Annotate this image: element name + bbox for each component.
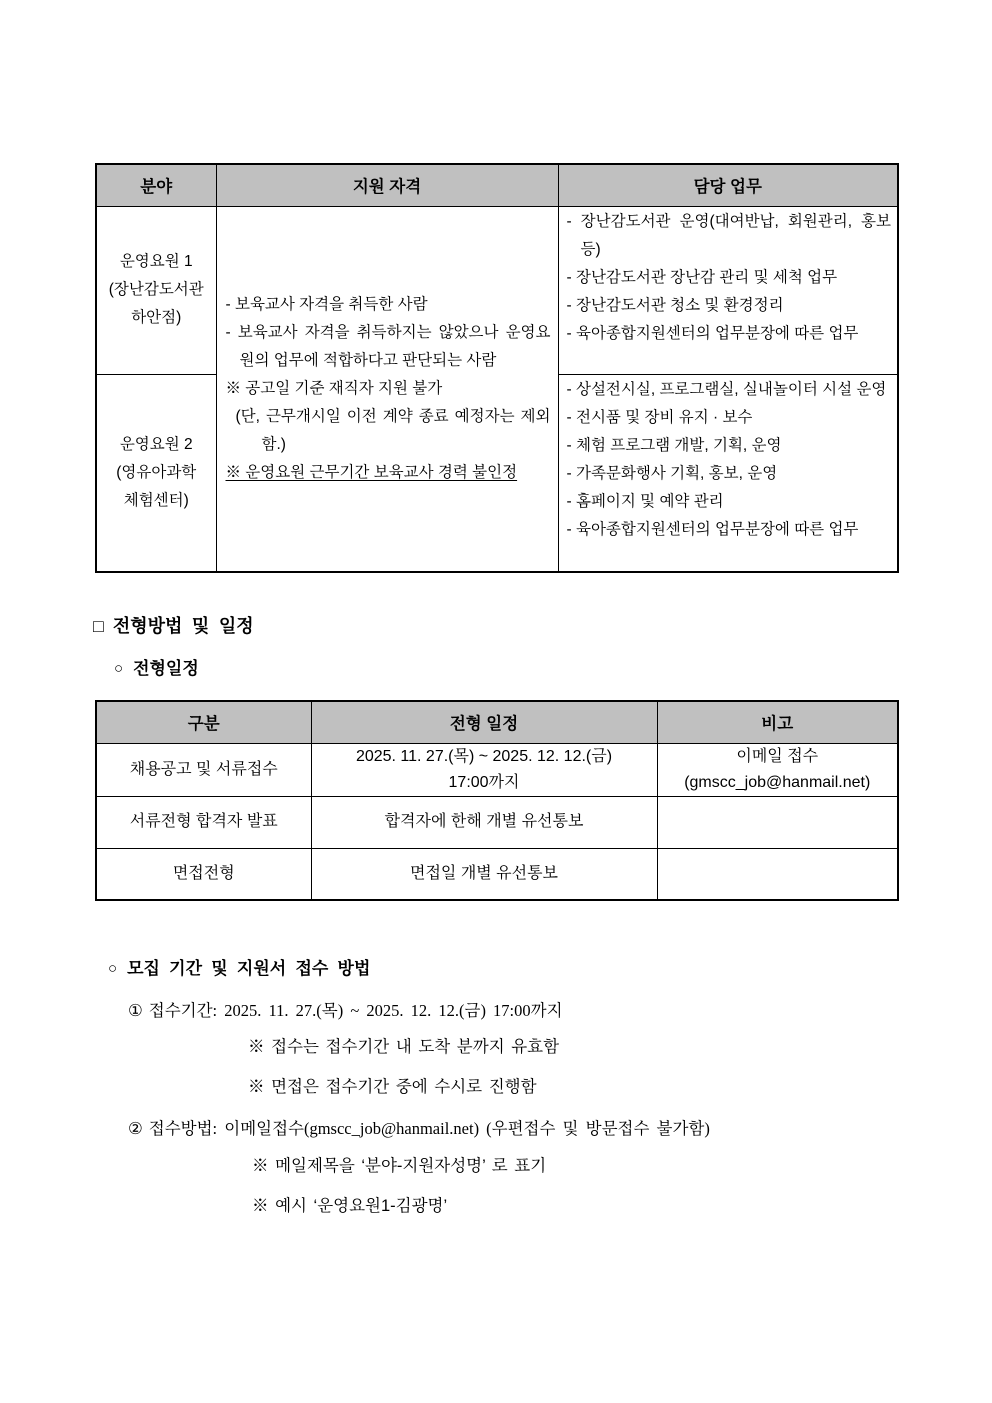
duties-cell-agent1 xyxy=(558,206,898,374)
remark-line: 이메일 접수 xyxy=(736,747,819,765)
duty-item: - 전시품 및 장비 유지 · 보수 xyxy=(566,408,753,426)
header-qualification: 지원 자격 xyxy=(216,164,558,206)
qualification-line: ※ 운영요원 근무기간 보육교사 경력 불인정 xyxy=(225,463,518,481)
position-table xyxy=(95,163,899,573)
note-line: ※ 면접은 접수기간 중에 수시로 진행함 xyxy=(248,1078,537,1096)
remark-cell xyxy=(657,743,898,796)
duty-item: - 장난감도서관 운영(대여반납, 회원관리, 홍보 등) xyxy=(566,212,891,258)
section-heading-text: 전형방법 및 일정 xyxy=(112,616,254,636)
schedule-table xyxy=(95,700,899,901)
schedule-cell xyxy=(311,848,657,900)
note-line: ※ 접수는 접수기간 내 도착 분까지 유효함 xyxy=(248,1038,560,1056)
circle-bullet-icon: ○ xyxy=(114,661,124,677)
schedule-cell xyxy=(311,796,657,848)
note-line: ※ 메일제목을 ‘분야-지원자성명’ 로 표기 xyxy=(252,1157,547,1175)
schedule-line: 2025. 11. 27.(목) ~ 2025. 12. 12.(금) xyxy=(355,747,613,765)
circled-one-icon: ① xyxy=(128,1001,143,1020)
table-row xyxy=(96,848,898,900)
subsection-heading-application xyxy=(108,954,370,979)
duty-item: - 육아종합지원센터의 업무분장에 따른 업무 xyxy=(566,324,859,342)
header-duties: 담당 업무 xyxy=(558,164,898,206)
field-line: (장난감도서관 xyxy=(108,281,204,298)
header-field: 분야 xyxy=(96,164,216,206)
apply-method-notes xyxy=(252,1152,546,1232)
table-row xyxy=(96,743,898,796)
duty-item: - 장난감도서관 청소 및 환경정리 xyxy=(566,296,784,314)
remark-cell xyxy=(657,848,898,900)
header-schedule: 전형 일정 xyxy=(311,701,657,743)
square-bullet-icon: □ xyxy=(93,616,104,636)
category-cell: 채용공고 및 서류접수 xyxy=(96,743,311,796)
duty-item: - 체험 프로그램 개발, 기획, 운영 xyxy=(566,436,782,454)
field-line: 운영요원 1 xyxy=(119,253,193,270)
duty-item: - 상설전시실, 프로그램실, 실내놀이터 시설 운영 xyxy=(566,380,887,398)
apply-method-line xyxy=(128,1115,710,1139)
duty-item: - 홈페이지 및 예약 관리 xyxy=(566,492,724,510)
schedule-cell xyxy=(311,743,657,796)
apply-period-text: 접수기간: 2025. 11. 27.(목) ~ 2025. 12. 12.(금) 17:00까지 xyxy=(148,1001,563,1020)
category-cell: 면접전형 xyxy=(96,848,311,900)
apply-period-line xyxy=(128,997,563,1021)
schedule-line: 17:00까지 xyxy=(448,773,520,791)
qualification-cell xyxy=(216,206,558,572)
section-heading-selection-method xyxy=(93,612,254,638)
header-category: 구분 xyxy=(96,701,311,743)
field-cell-agent1 xyxy=(96,206,216,374)
header-remark: 비고 xyxy=(657,701,898,743)
duties-cell-agent2 xyxy=(558,374,898,572)
circled-two-icon: ② xyxy=(128,1119,143,1138)
apply-method-text: 접수방법: 이메일접수(gmscc_job@hanmail.net) (우편접수 및 방문접수 불가함) xyxy=(148,1119,710,1138)
note-line: ※ 예시 ‘운영요원1-김광명’ xyxy=(252,1197,448,1215)
schedule-line: 합격자에 한해 개별 유선통보 xyxy=(384,813,584,830)
remark-cell xyxy=(657,796,898,848)
subsection-heading-schedule xyxy=(114,654,199,679)
field-line: 체험센터) xyxy=(123,491,189,509)
table-row xyxy=(96,796,898,848)
schedule-table-header-row xyxy=(96,701,898,743)
schedule-line: 면접일 개별 유선통보 xyxy=(410,864,558,882)
position-table-header-row xyxy=(96,164,898,206)
subsection-heading-text: 모집 기간 및 지원서 접수 방법 xyxy=(127,959,371,978)
table-row xyxy=(96,206,898,374)
field-cell-agent2 xyxy=(96,374,216,572)
qualification-line: (단, 근무개시일 이전 계약 종료 예정자는 제외함.) xyxy=(235,407,551,453)
duty-item: - 장난감도서관 장난감 관리 및 세척 업무 xyxy=(566,268,838,286)
duty-item: - 육아종합지원센터의 업무분장에 따른 업무 xyxy=(566,520,859,538)
duty-item: - 가족문화행사 기획, 홍보, 운영 xyxy=(566,464,778,482)
qualification-line: ※ 공고일 기준 재직자 지원 불가 xyxy=(225,379,443,397)
circle-bullet-icon: ○ xyxy=(108,961,118,977)
apply-period-notes xyxy=(248,1033,559,1113)
qualification-line: - 보육교사 자격을 취득하지는 않았으나 운영요원의 업무에 적합하다고 판단되는 사람 xyxy=(225,323,551,369)
remark-line: (gmscc_job@hanmail.net) xyxy=(684,773,871,791)
subsection-heading-text: 전형일정 xyxy=(133,659,199,678)
field-line: 운영요원 2 xyxy=(119,435,193,453)
qualification-line: - 보육교사 자격을 취득한 사람 xyxy=(225,295,428,313)
field-line: 하안점) xyxy=(131,309,182,326)
field-line: (영유아과학 xyxy=(116,463,197,481)
category-cell: 서류전형 합격자 발표 xyxy=(96,796,311,848)
